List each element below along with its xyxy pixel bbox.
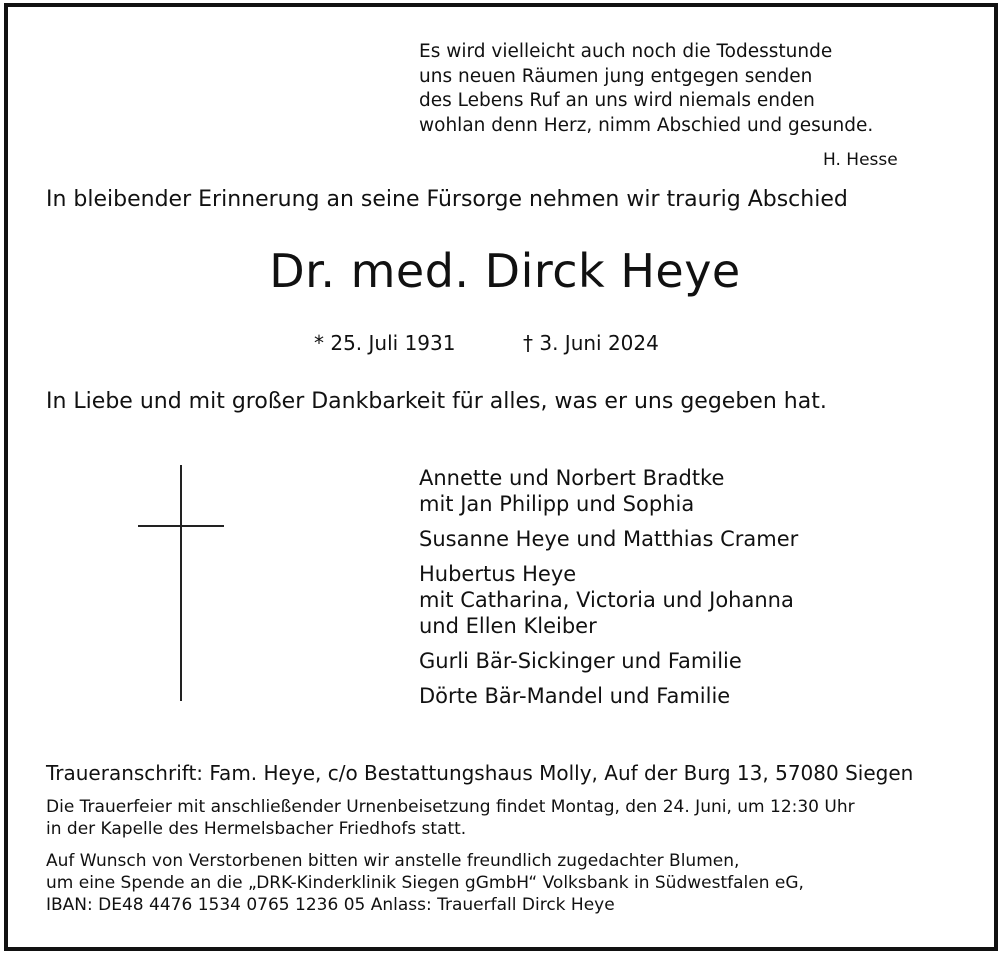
poem-line: Es wird vielleicht auch noch die Todesstunde — [419, 41, 833, 62]
mourner-group — [419, 648, 798, 674]
poem — [419, 40, 873, 138]
ceremony-line: Die Trauerfeier mit anschließender Urnenbeisetzung findet Montag, den 24. Juni, um 12:30 Uhr — [46, 797, 855, 817]
mourner-line: mit Catharina, Victoria und Johanna — [419, 588, 794, 612]
ceremony-info — [46, 796, 855, 840]
cross-vertical-bar — [180, 465, 182, 701]
mourner-group — [419, 683, 798, 709]
poem-line: des Lebens Ruf an uns wird niemals enden — [419, 90, 815, 111]
ceremony-line: in der Kapelle des Hermelsbacher Friedhofs statt. — [46, 819, 467, 839]
mourning-address: Traueranschrift: Fam. Heye, c/o Bestattungshaus Molly, Auf der Burg 13, 57080 Siegen — [46, 761, 914, 785]
mourner-line: Dörte Bär-Mandel und Familie — [419, 684, 731, 708]
mourner-group — [419, 526, 798, 552]
poem-author: H. Hesse — [823, 150, 898, 170]
mourner-line: Gurli Bär-Sickinger und Familie — [419, 649, 742, 673]
mourner-line: und Ellen Kleiber — [419, 614, 597, 638]
death-date: † 3. Juni 2024 — [523, 331, 659, 355]
mourner-line: Hubertus Heye — [419, 562, 577, 586]
mourner-group — [419, 465, 798, 517]
intro-text: In bleibender Erinnerung an seine Fürsorge nehmen wir traurig Abschied — [46, 187, 848, 212]
donation-line: Auf Wunsch von Verstorbenen bitten wir anstelle freundlich zugedachter Blumen, — [46, 851, 740, 871]
mourner-line: mit Jan Philipp und Sophia — [419, 492, 695, 516]
donation-line: um eine Spende an die „DRK-Kinderklinik Siegen gGmbH“ Volksbank in Südwestfalen eG, — [46, 873, 804, 893]
thanks-text: In Liebe und mit großer Dankbarkeit für alles, was er uns gegeben hat. — [46, 389, 827, 414]
mourner-line: Susanne Heye und Matthias Cramer — [419, 527, 799, 551]
birth-date: * 25. Juli 1931 — [314, 331, 456, 355]
cross-horizontal-bar — [138, 525, 224, 527]
deceased-name: Dr. med. Dirck Heye — [269, 244, 741, 298]
mourner-group — [419, 561, 798, 639]
poem-line: wohlan denn Herz, nimm Abschied und gesunde. — [419, 114, 874, 136]
poem-line: uns neuen Räumen jung entgegen senden — [419, 65, 813, 87]
mourners-list — [419, 465, 798, 718]
mourner-line: Annette und Norbert Bradtke — [419, 466, 725, 490]
obituary-frame — [4, 3, 998, 951]
donation-info — [46, 850, 804, 916]
donation-line: IBAN: DE48 4476 1534 0765 1236 05 Anlass: Trauerfall Dirck Heye — [46, 895, 615, 915]
